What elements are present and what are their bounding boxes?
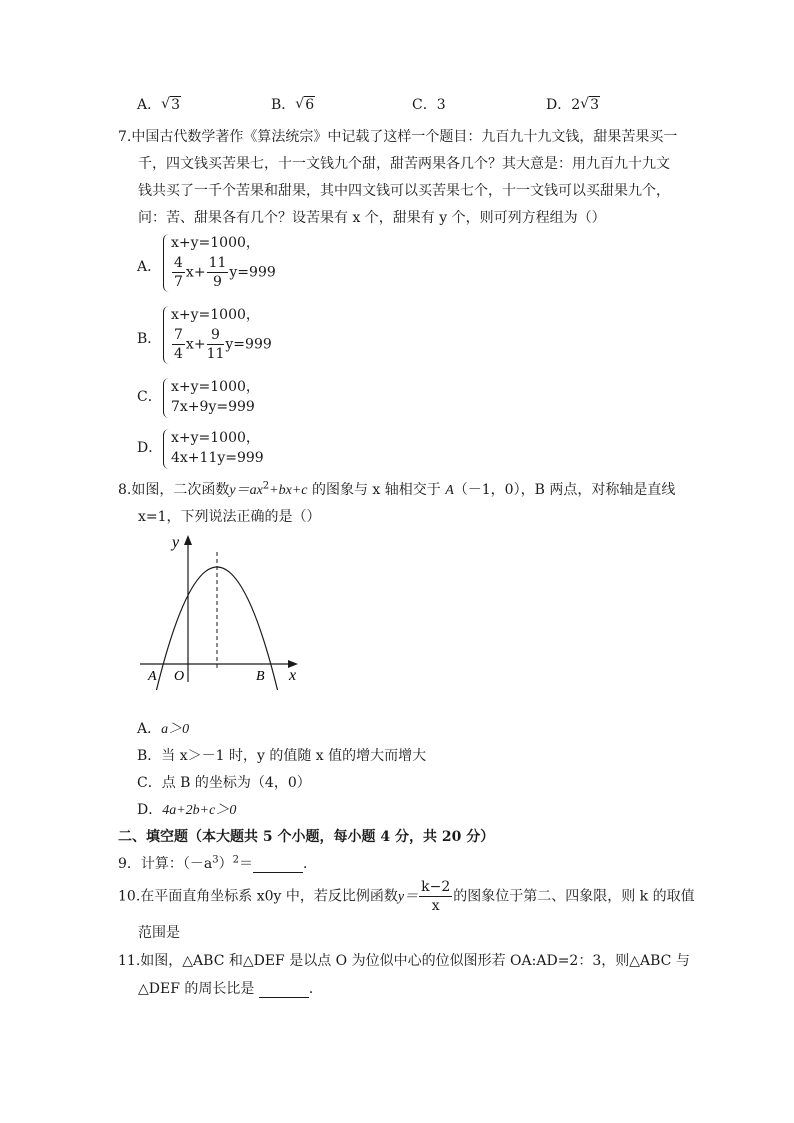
q10-line-2: 范围是 (138, 925, 180, 941)
q9: 9．计算：$(-a^3)^2=$ ． (118, 854, 318, 872)
fraction: $\frac{11}{9}$ (208, 255, 227, 290)
y-axis-arrow (184, 535, 192, 545)
q10-line-1: 10.在平面直角坐标系 x0y 中，若反比例函数y＝ $\frac{k-2}{x}$ 的图象位于第二、四象限，则 k 的取值 (118, 879, 695, 914)
section-title: 二、填空题（本大题共 5 个小题，每小题 4 分，共 20 分） (118, 829, 495, 845)
q6-option-b: B．√ 6 (271, 94, 315, 114)
q11-line-2: △DEF 的周长比是 ． (138, 981, 323, 997)
point-a-label: A (148, 669, 157, 684)
q8-option-d: D．4a+2b+c＞0 (137, 802, 237, 818)
point-b-label: B (256, 669, 265, 684)
q7-option-a: A． x+y=1000， $\frac{4}{7}$ x+ $\frac{11}{9}$ y=999 (137, 235, 276, 290)
y-axis-label: y (172, 534, 180, 551)
brace (163, 234, 170, 292)
q8-option-b: B．当 x＞－1 时，y 的值随 x 值的增大而增大 (137, 748, 427, 764)
q8-option-c: C．点 B 的坐标为（4，0） (137, 775, 311, 791)
q7-line-4: 问：苦、甜果各有几个？设苦果有 x 个，甜果有 y 个，则可列方程组为（） (138, 210, 606, 226)
q6-option-d: D．2√ 3 (546, 94, 600, 114)
q6-option-a: A．√ 3 (137, 94, 181, 114)
fraction: $\frac{k-2}{x}$ (421, 879, 451, 914)
q11-line-1: 11.如图，△ABC 和△DEF 是以点 O 为位似中心的位似图形若 OA:AD=2：3，则△ABC 与 (118, 953, 690, 969)
q7-line-1: 7.中国古代数学著作《算法统宗》中记载了这样一个题目：九百九十九文钱，甜果苦果买一 (118, 129, 678, 145)
parabola-graph (138, 530, 318, 690)
q7-option-c: C． x+y=1000， 7x+9y=999 (137, 376, 337, 422)
q7-option-b: B． x+y=1000， $\frac{7}{4}$ x+ $\frac{9}{11}$ y=999 (137, 307, 272, 362)
q8-option-a: A．a＞0 (137, 721, 190, 737)
x-axis-label: x (289, 667, 297, 684)
q7-option-d: D． x+y=1000， 4x+11y=999 (137, 427, 337, 473)
q6-option-c: C．3 (412, 97, 446, 113)
fraction: $\frac{9}{11}$ (206, 327, 225, 362)
origin-label: O (174, 669, 185, 684)
q7-line-3: 钱共买了一千个苦果和甜果，其中四文钱可以买苦果七个，十一文钱可以买甜果九个， (138, 183, 670, 199)
fraction: $\frac{7}{4}$ (174, 327, 183, 362)
brace (163, 429, 170, 469)
sqrt-symbol: √ 3 (161, 97, 181, 113)
sqrt-symbol: √ 6 (295, 97, 315, 113)
q8-line-2: x=1，下列说法正确的是（） (138, 509, 321, 525)
q7-line-2: 千，四文钱买苦果七，十一文钱九个甜，甜苦两果各几个？其大意是：用九百九十九文 (138, 156, 670, 172)
answer-blank[interactable] (259, 981, 309, 998)
q8-line-1: 8.如图，二次函数$y=ax^2+bx+c$ 的图象与 x 轴相交于 A（－1，0），B 两点，对称轴是直线 (118, 480, 676, 498)
brace (163, 378, 170, 418)
fraction: $\frac{4}{7}$ (174, 255, 183, 290)
brace (163, 306, 170, 364)
sqrt-symbol: √ 3 (580, 97, 600, 113)
answer-blank[interactable] (253, 856, 303, 873)
